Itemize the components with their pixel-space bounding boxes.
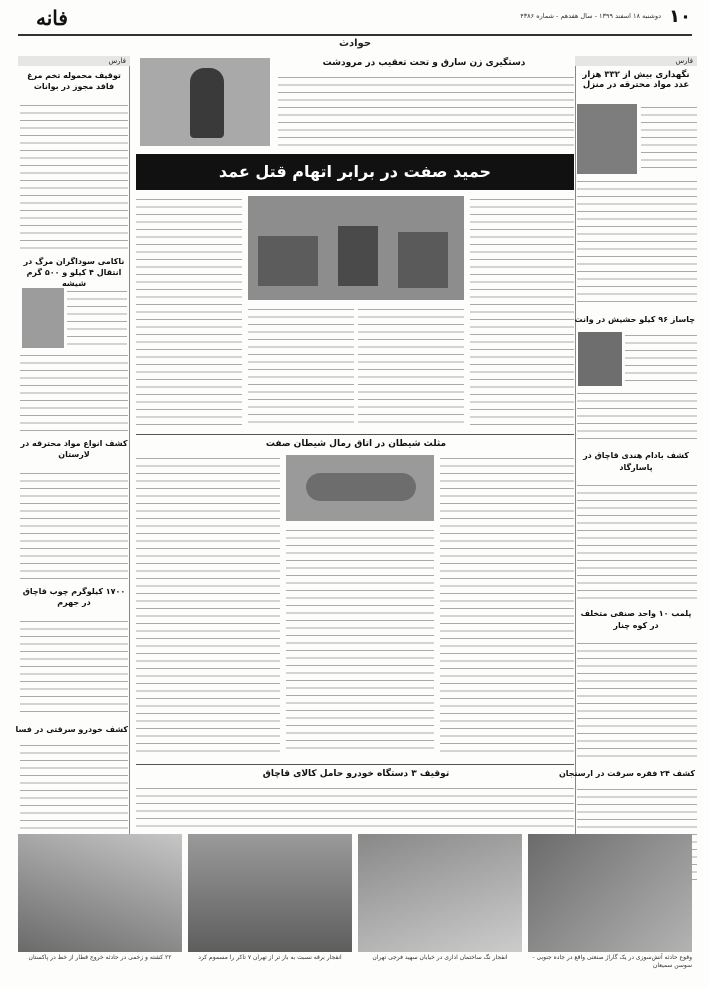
hospital-photo bbox=[188, 834, 352, 952]
bottom-story-body bbox=[136, 785, 574, 827]
right-column-tag: فارس bbox=[575, 56, 697, 66]
left-item-2-body bbox=[67, 288, 127, 348]
photo-caption-2: انفجار نگ ساختمان اداری در خیابان سهید فرجی تهران bbox=[372, 954, 508, 961]
left-item-3-body bbox=[20, 470, 128, 580]
left-item-4-title: ۱۷۰۰ کیلوگرم چوب قاچاق در جهرم bbox=[22, 587, 126, 607]
masthead-rule bbox=[18, 34, 692, 36]
middle-story-col-3 bbox=[136, 455, 280, 755]
top-story-body bbox=[278, 74, 574, 146]
main-story-col-4 bbox=[136, 196, 242, 428]
section-title: حوادث bbox=[338, 38, 372, 49]
left-item-4-body bbox=[20, 618, 128, 718]
bottom-story bbox=[136, 764, 574, 828]
left-item-2-title: ناکامی سوداگران مرگ در انتقال ۴ کیلو و ۵۰۰ گرم شیشه bbox=[23, 257, 125, 288]
photo-card-2 bbox=[358, 834, 522, 984]
main-story-col-3 bbox=[248, 306, 354, 428]
middle-story bbox=[136, 434, 574, 760]
right-item-3-body bbox=[577, 482, 697, 602]
photo-caption-1: وقوع حادثه آتش‌سوزی در یک گاراژ صنعتی واقع در جاده جنوبی - سوسن سمیعان bbox=[532, 954, 692, 969]
right-item-2-body-cont bbox=[577, 390, 697, 444]
left-item-1-title: توقیف محموله تخم مرغ فاقد مجوز در بوانات bbox=[27, 71, 121, 91]
left-item-1-body bbox=[20, 102, 128, 252]
issue-info: دوشنبه ۱۸ اسفند ۱۳۹۹ - سال هفدهم - شماره ۴۳۸۶ bbox=[520, 12, 661, 20]
right-item-1-title: نگهداری بیش از ۳۳۲ هزار عدد مواد محترقه در منزل bbox=[582, 70, 690, 90]
right-column bbox=[558, 56, 697, 936]
top-story-photo bbox=[140, 58, 270, 146]
main-story-photo bbox=[248, 196, 464, 300]
fire-photo bbox=[528, 834, 692, 952]
left-item-2-photo bbox=[22, 288, 64, 348]
top-story-title: دستگیری زن سارق و تحت تعقیب در مرودشت bbox=[322, 58, 526, 68]
right-item-4-body bbox=[577, 640, 697, 760]
right-item-4-title: پلمب ۱۰ واحد صنفی متخلف در کوه چنار bbox=[580, 609, 692, 630]
middle-story-col-1 bbox=[440, 455, 574, 755]
page-number: ۱۰ bbox=[669, 6, 691, 27]
newspaper-logo: فانه bbox=[36, 6, 68, 30]
right-item-2-title: چاساز ۹۶ کیلو حشیش در وانت bbox=[574, 315, 695, 324]
right-item-1-text bbox=[641, 104, 697, 174]
right-item-1-body bbox=[577, 178, 697, 308]
right-item-2-body bbox=[625, 332, 697, 386]
photo-caption-3: انفجار برقه نسبت به باز تر از تهران ۷ تاکر را مسموم کرد bbox=[198, 954, 342, 961]
main-story-col-2 bbox=[358, 306, 464, 428]
middle-story-col-2 bbox=[286, 527, 434, 755]
train-accident-photo bbox=[18, 834, 182, 952]
main-story-col-1 bbox=[470, 196, 574, 428]
left-item-2-body-cont bbox=[20, 352, 128, 432]
photo-card-3 bbox=[188, 834, 352, 984]
main-story-title: حمید صفت در برابر اتهام قتل عمد bbox=[218, 162, 492, 181]
explosion-photo bbox=[358, 834, 522, 952]
photo-card-4 bbox=[18, 834, 182, 984]
middle-story-photo bbox=[286, 455, 434, 521]
main-story bbox=[136, 194, 574, 430]
left-item-5-title: کشف خودرو سرقتی در فسا bbox=[15, 725, 128, 734]
left-column-tag: فارس bbox=[18, 56, 130, 66]
left-item-3-title: کشف انواع مواد محترقه در لارستان bbox=[20, 439, 128, 459]
photo-card-1 bbox=[528, 834, 692, 984]
right-item-5-title: کشف ۲۴ فقره سرقت در ارسنجان bbox=[558, 769, 695, 778]
bottom-story-title: توقیف ۳ دستگاه خودرو حامل کالای قاچاق bbox=[262, 769, 450, 779]
top-story bbox=[136, 56, 574, 152]
right-item-1-photo bbox=[577, 104, 637, 174]
photo-caption-4: ۲۲ کشته و زخمی در حادثه خروج قطار از خط در پاکستان bbox=[28, 954, 172, 961]
right-item-3-title: کشف بادام هندی قاچاق در پاسارگاد bbox=[583, 451, 689, 472]
left-item-5-body bbox=[20, 742, 128, 832]
main-story-banner bbox=[136, 154, 574, 190]
photo-strip bbox=[18, 834, 692, 984]
right-item-2-photo bbox=[578, 332, 622, 386]
masthead bbox=[0, 0, 709, 52]
left-column bbox=[15, 56, 130, 836]
middle-story-title: مثلث شیطان در اتاق رمال شیطان صفت bbox=[265, 439, 447, 449]
